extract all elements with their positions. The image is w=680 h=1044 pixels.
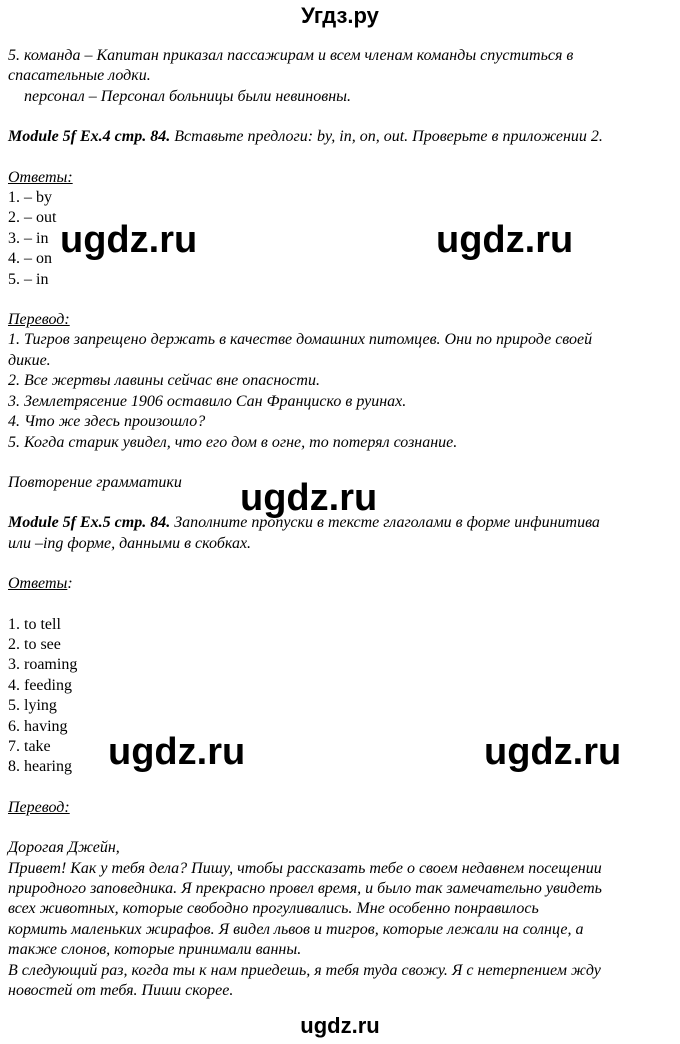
ex5-answer: 3. roaming: [8, 656, 78, 674]
ex5-answer: 6. having: [8, 717, 68, 735]
letter-line: новостей от тебя. Пиши скорее.: [8, 982, 234, 1000]
ex4-translation-line: 2. Все жертвы лавины сейчас вне опасности.: [8, 372, 320, 390]
watermark: ugdz.ru: [484, 731, 622, 773]
ex5-answers-colon: :: [67, 575, 73, 593]
ex5-answer: 7. take: [8, 737, 51, 755]
watermark: ugdz.ru: [240, 477, 378, 519]
intro-line-3: персонал – Персонал больницы были невиновны.: [24, 87, 351, 105]
ex4-translation-line: 3. Землетрясение 1906 оставило Сан Франциско в руинах.: [8, 392, 407, 410]
ex4-answers-title: Ответы:: [8, 168, 73, 186]
letter-line: кормить маленьких жирафов. Я видел львов и тигров, которые лежали на солнце, а: [8, 920, 584, 938]
watermark: ugdz.ru: [436, 219, 574, 261]
ex4-translation-line: 1. Тигров запрещено держать в качестве домашних питомцев. Они по природе своей: [8, 331, 593, 349]
ex5-task-cont: или –ing форме, данными в скобках.: [8, 534, 252, 552]
site-title: Угдз.ру: [301, 3, 379, 28]
watermark: ugdz.ru: [60, 219, 198, 261]
ex5-answer: 5. lying: [8, 697, 57, 715]
ex5-answer: 8. hearing: [8, 758, 72, 776]
ex4-answer: 5. – in: [8, 270, 49, 288]
letter-line: также слонов, которые принимали ванны.: [8, 941, 302, 959]
ex4-translation-line: дикие.: [8, 351, 51, 369]
document-body: [8, 46, 672, 1001]
ex4-translation-line: 4. Что же здесь произошло?: [8, 413, 206, 431]
ex5-ref: Module 5f Ex.5 стр. 84.: [8, 514, 171, 532]
ex4-answer: 4. – on: [8, 250, 52, 268]
ex4-heading: [8, 127, 672, 147]
ex4-task: Вставьте предлоги: by, in, on, out. Проверьте в приложении 2.: [170, 128, 603, 146]
ex5-answer: 1. to tell: [8, 615, 61, 633]
ex5-translation-title: Перевод:: [8, 798, 70, 816]
ex4-answer: 1. – by: [8, 189, 52, 207]
ex5-answer: 4. feeding: [8, 676, 72, 694]
ex5-answer: 2. to see: [8, 635, 61, 653]
letter-line: В следующий раз, когда ты к нам приедешь, я тебя туда свожу. Я с нетерпением жду: [8, 961, 601, 979]
letter-line: всех животных, которые свободно прогуливались. Мне особенно понравилось: [8, 900, 539, 918]
grammar-title: Повторение грамматики: [8, 473, 182, 491]
intro-line-1: 5. команда – Капитан приказал пассажирам и всем членам команды спуститься в: [8, 47, 574, 64]
ex4-translation-line: 5. Когда старик увидел, что его дом в огне, то потерял сознание.: [8, 433, 458, 451]
intro-line-2: спасательные лодки.: [8, 67, 151, 85]
ex5-answers-title: Ответы: [8, 575, 68, 593]
ex4-answer: 2. – out: [8, 209, 57, 227]
ex5-task: Заполните пропуски в тексте глаголами в форме инфинитива: [170, 514, 600, 532]
letter-line: Дорогая Джейн,: [8, 839, 120, 857]
letter-line: Привет! Как у тебя дела? Пишу, чтобы рассказать тебе о своем недавнем посещении: [8, 859, 602, 877]
letter-line: природного заповедника. Я прекрасно провел время, и было так замечательно увидеть: [8, 880, 602, 897]
ex5-answers-heading: [8, 574, 672, 594]
ex4-answer: 3. – in: [8, 229, 49, 247]
ex4-translation-title: Перевод:: [8, 311, 70, 329]
watermark: ugdz.ru: [108, 731, 246, 773]
footer-watermark: ugdz.ru: [300, 1013, 380, 1038]
ex4-ref: Module 5f Ex.4 стр. 84.: [8, 128, 171, 146]
